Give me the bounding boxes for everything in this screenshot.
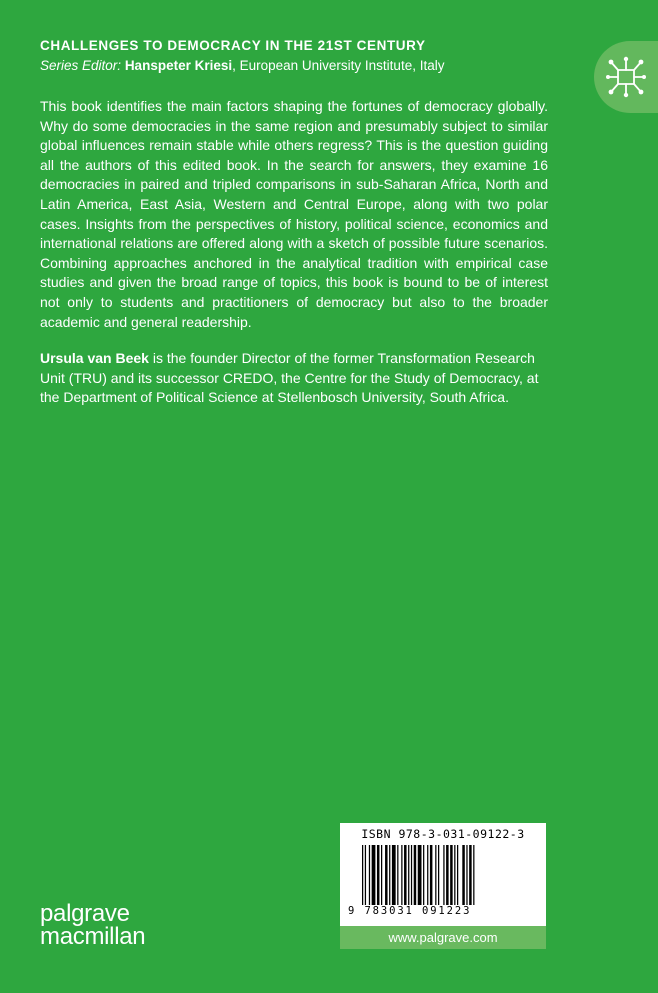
publisher-logo-line1: palgrave	[40, 900, 130, 927]
publisher-logo	[40, 902, 145, 948]
series-editor	[40, 58, 444, 73]
author-bio-text: is the founder Director of the former Transformation Research Unit (TRU) and its successor CREDO, the Centre for the Study of Democracy, at the Department of Political Science at Stellenbosch University, South Africa.	[40, 350, 539, 406]
author-bio	[40, 349, 560, 408]
barcode-digits: 9 783031 091223	[348, 905, 472, 917]
isbn-text: ISBN 978-3-031-09122-3	[361, 827, 525, 841]
barcode-icon	[362, 845, 522, 905]
series-editor-affiliation: , European University Institute, Italy	[232, 58, 445, 73]
series-editor-label: Series Editor:	[40, 58, 122, 73]
series-editor-name: Hanspeter Kriesi	[124, 58, 233, 73]
website-url[interactable]: www.palgrave.com	[340, 926, 546, 949]
author-name: Ursula van Beek	[40, 350, 149, 366]
publisher-logo-line2: macmillan	[40, 923, 146, 950]
palgrave-star-icon	[606, 55, 646, 99]
series-title: CHALLENGES TO DEMOCRACY IN THE 21ST CENTURY	[40, 38, 426, 53]
book-description: This book identifies the main factors shaping the fortunes of democracy globally. Why do some democracies in the same region and presumably subject to similar global influences remain stable while others regress? This is the question guiding all the authors of this edited book. In the search for answers, they examine 16 democracies in paired and tripled comparisons in sub-Saharan Africa, North and Latin America, East Asia, Western and Central Europe, along with two polar cases. Insights from the perspectives of history, political science, economics and international relations are offered along with a sketch of possible future scenarios. Combining approaches anchored in the analytical tradition with empirical case studies and given the broad range of topics, this book is bound to be of interest not only to students and practitioners of democracy but also to the broader academic and general readership.	[40, 98, 548, 330]
palgrave-badge	[594, 41, 658, 113]
barcode-box	[340, 823, 546, 926]
